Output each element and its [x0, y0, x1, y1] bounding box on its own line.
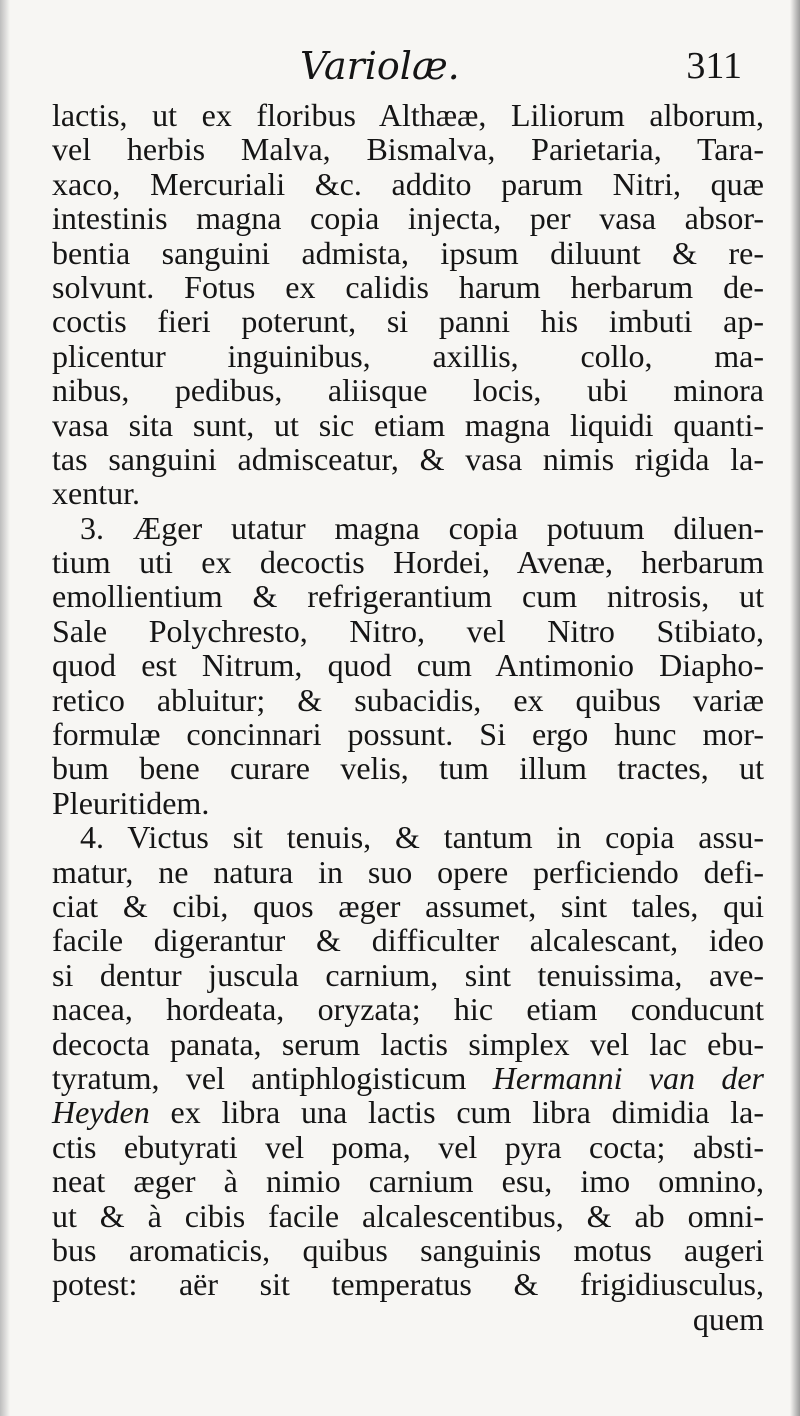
- text-line: matur, ne natura in suo opere perficiendo defi-: [52, 853, 764, 890]
- text-line: intestinis magna copia injecta, per vasa absor-: [52, 200, 764, 237]
- page-number: 311: [686, 45, 742, 87]
- text-line: bentia sanguini admista, ipsum diluunt & re-: [52, 234, 764, 271]
- text-line: neat æger à nimio carnium esu, imo omnino,: [52, 1163, 764, 1200]
- text-line: Sale Polychresto, Nitro, vel Nitro Stibiato,: [52, 612, 764, 649]
- text-line: lactis, ut ex floribus Althææ, Liliorum alborum,: [52, 97, 764, 133]
- text-line: emollientium & refrigerantium cum nitrosis, ut: [52, 578, 764, 615]
- text-line: vel herbis Malva, Bismalva, Parietaria, Tara-: [52, 131, 764, 168]
- text-line: si dentur juscula carnium, sint tenuissima, ave-: [52, 956, 764, 993]
- text-line: xentur.: [52, 475, 140, 512]
- text-line: nacea, hordeata, oryzata; hic etiam conducunt: [52, 991, 764, 1028]
- text-line: tium uti ex decoctis Hordei, Avenæ, herbarum: [52, 544, 764, 581]
- text-line: bus aromaticis, quibus sanguinis motus augeri: [52, 1231, 764, 1268]
- text-segment: ex libra una lactis cum libra dimidia la-: [149, 1094, 764, 1131]
- text-line: vasa sita sunt, ut sic etiam magna liquidi quanti-: [52, 406, 764, 443]
- text-line: [52, 1095, 764, 1129]
- body-text: [52, 98, 764, 1336]
- text-line: coctis fieri poterunt, si panni his imbuti ap-: [52, 303, 764, 340]
- italic-name: Heyden: [52, 1094, 150, 1131]
- paragraph-4-start: 4. Victus sit tenuis, & tantum in copia assu-: [80, 819, 764, 856]
- paragraph-3-start: 3. Æger utatur magna copia potuum diluen-: [80, 509, 764, 546]
- text-line: retico abluitur; & subacidis, ex quibus variæ: [52, 681, 764, 718]
- page-edge-shadow: [790, 0, 800, 1416]
- text-line: ut & à cibis facile alcalescentibus, & ab omni-: [52, 1197, 764, 1234]
- text-line: Pleuritidem.: [52, 784, 210, 821]
- text-line: solvunt. Fotus ex calidis harum herbarum de-: [52, 268, 764, 305]
- text-line: ctis ebutyrati vel poma, vel pyra cocta; absti-: [52, 1128, 764, 1165]
- text-segment: tyratum, vel antiphlogisticum: [52, 1059, 493, 1096]
- text-line: bum bene curare velis, tum illum tractes, ut: [52, 750, 764, 787]
- italic-name: Hermanni van der: [492, 1059, 765, 1096]
- text-line: potest: aër sit temperatus & frigidiusculus,: [52, 1266, 764, 1303]
- text-line: nibus, pedibus, aliisque locis, ubi minora: [52, 372, 764, 409]
- page-header: [52, 44, 742, 96]
- text-line: xaco, Mercuriali &c. addito parum Nitri, quæ: [52, 165, 764, 202]
- running-title: Variolæ.: [300, 44, 460, 88]
- text-line: [52, 1061, 764, 1095]
- text-line: formulæ concinnari possunt. Si ergo hunc mor-: [52, 716, 764, 753]
- text-line: quod est Nitrum, quod cum Antimonio Diapho-: [52, 647, 764, 684]
- text-line: ciat & cibi, quos æger assumet, sint tales, qui: [52, 887, 764, 924]
- catchword: quem: [692, 1300, 764, 1337]
- text-line: tas sanguini admisceatur, & vasa nimis rigida la-: [52, 440, 764, 477]
- page-gutter-shadow: [0, 0, 10, 1416]
- text-line: decocta panata, serum lactis simplex vel lac ebu-: [52, 1025, 764, 1062]
- text-line: facile digerantur & difficulter alcalescant, ideo: [52, 922, 764, 959]
- text-line: plicentur inguinibus, axillis, collo, ma-: [52, 337, 764, 374]
